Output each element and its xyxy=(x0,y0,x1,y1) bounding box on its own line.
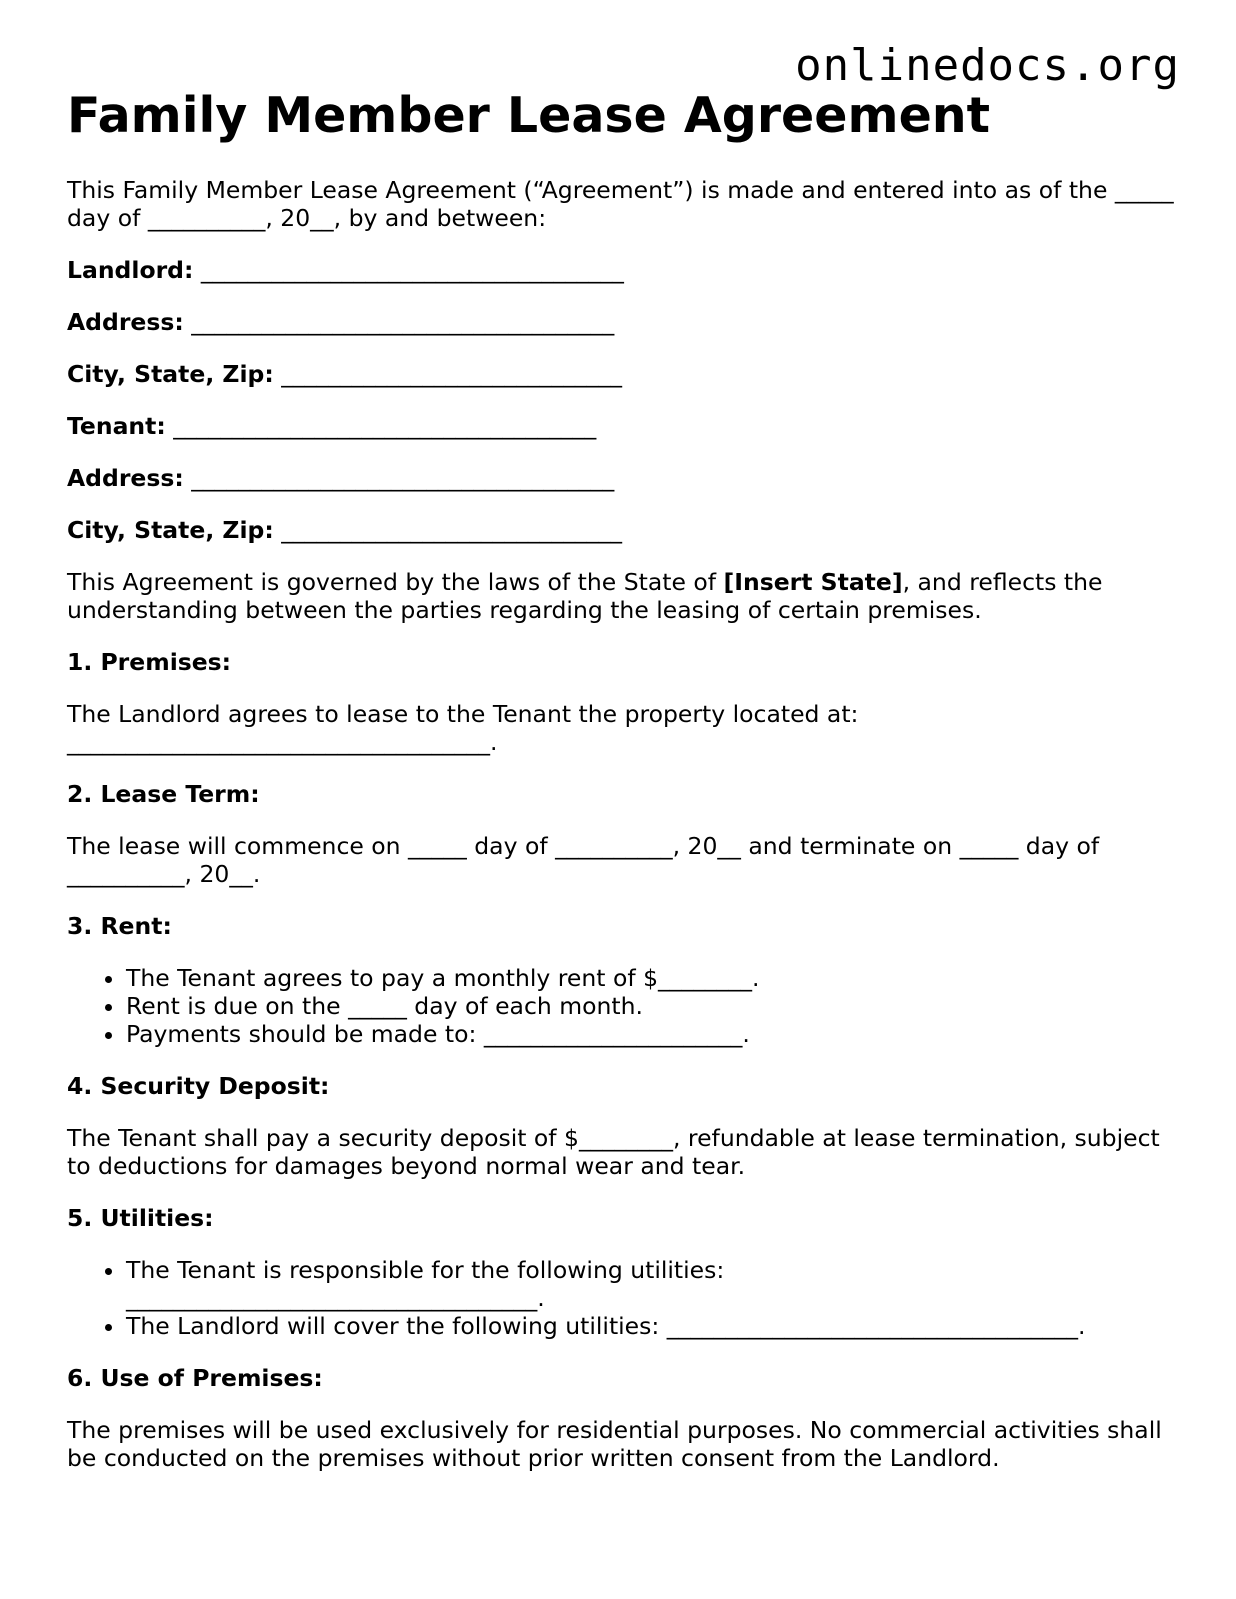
section-heading-utilities: 5. Utilities: xyxy=(67,1204,214,1232)
tenant-field xyxy=(67,412,1177,440)
landlord-field xyxy=(67,256,1177,284)
security-deposit-paragraph: The Tenant shall pay a security deposit of $________, refundable at lease termination, subject to deductions for damages beyond normal wear and tear. xyxy=(67,1124,1160,1180)
tenant-address-field xyxy=(67,464,1177,492)
list-item: • The Tenant is responsible for the following utilities: ___________________________________. xyxy=(126,1256,736,1312)
list-item: • Payments should be made to: ______________________. xyxy=(126,1020,1177,1048)
field-label: City, State, Zip: xyxy=(67,516,274,544)
intro-paragraph: This Family Member Lease Agreement (“Agreement”) is made and entered into as of the _____ day of __________, 20__, by and between: xyxy=(67,176,1174,232)
field-label: Tenant: xyxy=(67,412,166,440)
field-label: City, State, Zip: xyxy=(67,360,274,388)
blank-line: ____________________________________ xyxy=(173,412,597,440)
list-item: • Rent is due on the _____ day of each month. xyxy=(126,992,1177,1020)
list-item: • The Landlord will cover the following utilities: ___________________________________. xyxy=(126,1312,1177,1340)
blank-line: ____________________________________ xyxy=(191,464,615,492)
lease-term-paragraph: The lease will commence on _____ day of __________, 20__ and terminate on _____ day of __________, 20__. xyxy=(67,832,1100,888)
section-heading-security-deposit: 4. Security Deposit: xyxy=(67,1072,330,1100)
landlord-city-field xyxy=(67,360,1177,388)
section-heading-lease-term: 2. Lease Term: xyxy=(67,780,260,808)
field-label: Address: xyxy=(67,308,184,336)
blank-line: ____________________________________ xyxy=(191,308,615,336)
field-label: Address: xyxy=(67,464,184,492)
blank-line: _____________________________ xyxy=(281,360,622,388)
governing-text-before: This Agreement is governed by the laws of the State of xyxy=(67,568,724,596)
section-heading-rent: 3. Rent: xyxy=(67,912,172,940)
governing-text-after: , and reflects the understanding between the parties regarding the leasing of certain premises. xyxy=(67,568,1103,624)
section-heading-use-of-premises: 6. Use of Premises: xyxy=(67,1364,323,1392)
blank-line: _____________________________ xyxy=(281,516,622,544)
landlord-address-field xyxy=(67,308,1177,336)
insert-state-placeholder: [Insert State] xyxy=(723,568,903,596)
use-of-premises-paragraph: The premises will be used exclusively for residential purposes. No commercial activities shall be conducted on the premises without prior written consent from the Landlord. xyxy=(67,1416,1162,1472)
watermark: onlinedocs.org xyxy=(795,40,1180,91)
governing-law-paragraph xyxy=(67,568,1177,624)
blank-line: ____________________________________ xyxy=(200,256,624,284)
tenant-city-field xyxy=(67,516,1177,544)
field-label: Landlord: xyxy=(67,256,194,284)
list-item: • The Tenant agrees to pay a monthly rent of $________. xyxy=(126,964,1177,992)
utilities-list xyxy=(67,1256,1177,1340)
rent-list xyxy=(67,964,1177,1048)
document-page xyxy=(67,88,1177,1472)
section-heading-premises: 1. Premises: xyxy=(67,648,232,676)
premises-paragraph: The Landlord agrees to lease to the Tenant the property located at: ____________________________________. xyxy=(67,700,859,756)
document-title: Family Member Lease Agreement xyxy=(67,87,991,144)
